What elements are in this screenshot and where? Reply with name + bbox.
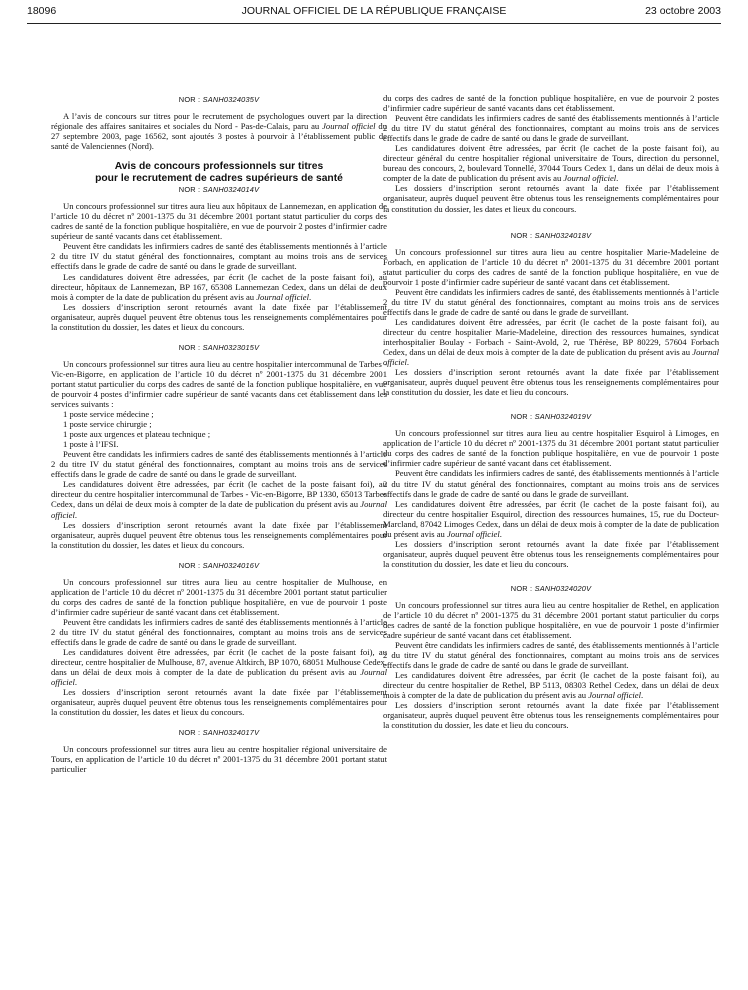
nor-reference: NOR : SANH0324019V <box>510 412 592 422</box>
nor-reference: NOR : SANH0324017V <box>178 728 260 738</box>
paragraph: Peuvent être candidats les infirmiers cadres de santé, des établissements mentionnés à l’article 2 du titre IV du statut général des fonctionnaires, comptant au moins trois ans de services effectifs dans le grade de cadre de santé ou dans le grade de surveillant. <box>383 468 719 499</box>
paragraph: Les dossiers d’inscription seront retournés avant la date fixée par l’établissement organisateur, auprès duquel peuvent être obtenus tous les renseignements complémentaires pour la constitution du dossier, les dates et lieux du concours. <box>51 301 387 332</box>
paragraph: Un concours professionnel sur titres aura lieu aux hôpitaux de Lannemezan, en application de l’article 10 du décret nº 2001-1375 du 31 décembre 2001 portant statut particulier du corps des cadres de santé de la fonction publique hospitalière, en vue de pourvoir 2 postes d’infirmier cadre supérieur de santé vacants dans cet établissement. <box>51 201 387 242</box>
nor-reference: NOR : SANH0323015V <box>178 342 260 352</box>
paragraph: Les candidatures doivent être adressées, par écrit (le cachet de la poste faisant foi), au directeur, centre hospitalier de Mulhouse, 87, avenue Altkirch, BP 1070, 68051 Mulhouse Cedex, dans un délai de deux mois à compter de la date de publication du présent avis au Journal officiel. <box>51 647 387 688</box>
paragraph: Les dossiers d’inscription seront retournés avant la date fixée par l’établissement organisateur, auprès duquel peuvent être obtenus tous les renseignements complémentaires pour la constitution du dossier, les dates et lieux du concours. <box>51 519 387 550</box>
paragraph: Un concours professionnel sur titres aura lieu au centre hospitalier de Mulhouse, en application de l’article 10 du décret nº 2001-1375 du 31 décembre 2001 portant statut particulier du corps des cadres de santé de la fonction publique hospitalière, en vue de pourvoir 1 poste d’infirmier cadre supérieur de santé vacant dans cet établissement. <box>51 576 387 617</box>
paragraph: Un concours professionnel sur titres aura lieu au centre hospitalier Esquirol à Limoges, en application de l’article 10 du décret nº 2001-1375 du 31 décembre 2001 portant statut particulier du corps des cadres de santé de la fonction publique hospitalière, en vue de pourvoir 1 poste d’infirmier cadre supérieur de santé vacant dans cet établissement. <box>383 428 719 469</box>
paragraph: Peuvent être candidats les infirmiers cadres de santé, des établissements mentionnés à l’article 2 du titre IV du statut général des fonctionnaires, comptant au moins trois ans de services effectifs dans le grade de cadre de santé ou dans le grade de surveillant. <box>383 286 719 317</box>
paragraph: Les candidatures doivent être adressées, par écrit (le cachet de la poste faisant foi), au directeur général du centre hospitalier régional universitaire de Tours, direction du personnel, bureau des concours, 2, boulevard Tonnellé, 37044 Tours Cedex 1, dans un délai de deux mois à compter de la date de publication du présent avis au Journal officiel. <box>383 143 719 184</box>
nor-reference: NOR : SANH0324014V <box>178 185 260 195</box>
paragraph: Les candidatures doivent être adressées, par écrit (le cachet de la poste faisant foi), au directeur du centre hospitalier Marie-Madeleine, direction des ressources humaines, syndicat interhospitalier Boulay - Forbach - Saint-Avold, 2, rue Thérèse, BP 80229, 57604 Forbach Cedex, dans un délai de deux mois à compter de la date de publication du présent avis au Journal officiel. <box>383 316 719 368</box>
list-item: 1 poste service médecine ; <box>63 409 154 420</box>
paragraph: Les candidatures doivent être adressées, par écrit (le cachet de la poste faisant foi), au directeur du centre hospitalier de Rethel, BP 5113, 08303 Rethel Cedex, dans un délai de deux mois à compter de la date de publication du présent avis au Journal officiel. <box>383 670 719 701</box>
paragraph: Les dossiers d’inscription seront retournés avant la date fixée par l’établissement organisateur, auprès duquel peuvent être obtenus tous les renseignements complémentaires pour la constitution du dossier, les date et lieu du concours. <box>383 700 719 731</box>
nor-reference: NOR : SANH0324020V <box>510 583 592 593</box>
journal-title: JOURNAL OFFICIEL DE LA RÉPUBLIQUE FRANÇAISE <box>241 5 507 17</box>
paragraph: Peuvent être candidats les infirmiers cadres de santé des établissements mentionnés à l’article 2 du titre IV du statut général des fonctionnaires, comptant au moins trois ans de services effectifs dans le grade de cadre de santé ou dans le grade de surveillant. <box>51 616 387 647</box>
list-item: 1 poste service chirurgie ; <box>63 419 152 430</box>
paragraph: Un concours professionnel sur titres aura lieu au centre hospitalier intercommunal de Tarbes - Vic-en-Bigorre, en application de l’article 10 du décret nº 2001-1375 du 31 décembre 2001 portant statut particulier du corps des cadres de santé de la fonction publique hospitalière, en vue de pourvoir 4 postes d’infirmier cadre supérieur de santé vacants dans cet établissement dans les services suivants : <box>51 358 387 409</box>
paragraph: Les dossiers d’inscription seront retournés avant la date fixée par l’établissement organisateur, auprès duquel peuvent être obtenus tous les renseignements complémentaires pour la constitution du dossier, les date et lieu du concours. <box>383 538 719 569</box>
paragraph: Les dossiers d’inscription seront retournés avant la date fixée par l’établissement organisateur, auprès duquel peuvent être obtenus tous les renseignements complémentaires pour la constitution du dossier, les dates et lieux du concours. <box>383 183 719 214</box>
paragraph: du corps des cadres de santé de la fonction publique hospitalière, en vue de pourvoir 2 postes d’infirmier cadre supérieur de santé vacants dans cet établissement. <box>383 93 719 114</box>
nor-reference: NOR : SANH0324016V <box>178 560 260 570</box>
paragraph: Les candidatures doivent être adressées, par écrit (le cachet de la poste faisant foi), au directeur du centre hospitalier Esquirol, direction des ressources humaines, 15, rue du Docteur-Marcland, 87042 Limoges Cedex, dans un délai de deux mois à compter de la date de publication du présent avis au Journal officiel. <box>383 498 719 539</box>
issue-date: 23 octobre 2003 <box>645 5 721 17</box>
paragraph: A l’avis de concours sur titres pour le recrutement de psychologues ouvert par la direction régionale des affaires sanitaires et sociales du Nord - Pas-de-Calais, paru au Journal officiel du 27 septembre 2003, page 16562, sont ajoutés 3 postes à pourvoir à l’établissement public de santé de Valenciennes (Nord). <box>51 111 387 152</box>
right-column <box>383 93 719 731</box>
paragraph: Un concours professionnel sur titres aura lieu au centre hospitalier Marie-Madeleine de Forbach, en application de l’article 10 du décret nº 2001-1375 du 31 décembre 2001 portant statut particulier du corps des cadres de santé de la fonction publique hospitalière, en vue de pourvoir 1 poste d’infirmier cadre supérieur de santé vacant dans cet établissement. <box>383 246 719 287</box>
paragraph: Les dossiers d’inscription seront retournés avant la date fixée par l’établissement organisateur, auprès duquel peuvent être obtenus tous les renseignements complémentaires pour la constitution du dossier, les date et lieu du concours. <box>383 367 719 398</box>
paragraph: Peuvent être candidats les infirmiers cadres de santé des établissements mentionnés à l’article 2 du titre IV du statut général des fonctionnaires, comptant au moins trois ans de services effectifs dans le grade de cadre de santé ou dans le grade de surveillant. <box>51 449 387 480</box>
paragraph: Les dossiers d’inscription seront retournés avant la date fixée par l’établissement organisateur, auprès duquel peuvent être obtenus tous les renseignements complémentaires pour la constitution du dossier, les dates et lieux du concours. <box>51 687 387 718</box>
paragraph: Les candidatures doivent être adressées, par écrit (le cachet de la poste faisant foi), au directeur, hôpitaux de Lannemezan, BP 167, 65308 Lannemezan Cedex, dans un délai de deux mois à compter de la date de publication du présent avis au Journal officiel. <box>51 271 387 302</box>
paragraph: Peuvent être candidats les infirmiers cadres de santé des établissements mentionnés à l’article 2 du titre IV du statut général des fonctionnaires, comptant au moins trois ans de services effectifs dans le grade de cadre de santé ou dans le grade de surveillant. <box>51 241 387 272</box>
paragraph: Peuvent être candidats les infirmiers cadres de santé des établissements mentionnés à l’article 2 du titre IV du statut général des fonctionnaires, comptant au moins trois ans de services effectifs dans le grade de cadre de santé ou dans le grade de surveillant. <box>383 113 719 144</box>
nor-reference: NOR : SANH0324018V <box>510 230 592 240</box>
left-column <box>51 92 387 774</box>
page-header <box>27 5 721 21</box>
avis-subtitle: pour le recrutement de cadres supérieurs de santé <box>95 173 343 185</box>
list-item: 1 poste aux urgences et plateau technique ; <box>63 429 211 440</box>
paragraph: Un concours professionnel sur titres aura lieu au centre hospitalier régional universitaire de Tours, en application de l’article 10 du décret nº 2001-1375 du 31 décembre 2001 portant statut particulier <box>51 744 387 775</box>
nor-reference: NOR : SANH0324035V <box>178 95 260 104</box>
paragraph: Un concours professionnel sur titres aura lieu au centre hospitalier de Rethel, en application de l’article 10 du décret nº 2001-1375 du 31 décembre 2001 portant statut particulier du corps des cadres de santé de la fonction publique hospitalière, en vue de pourvoir 1 poste d’infirmier cadre supérieur de santé vacant dans cet établissement. <box>383 599 719 641</box>
header-rule <box>27 23 721 24</box>
avis-title: Avis de concours professionnels sur titres <box>114 161 324 173</box>
list-item: 1 poste à l’IFSI. <box>63 439 119 450</box>
paragraph: Peuvent être candidats les infirmiers cadres de santé, des établissements mentionnés à l’article 2 du titre IV du statut général des fonctionnaires, comptant au moins trois ans de services effectifs dans le grade de cadre de santé ou dans le grade de surveillant. <box>383 640 719 671</box>
page-number: 18096 <box>27 5 57 17</box>
paragraph: Les candidatures doivent être adressées, par écrit (le cachet de la poste faisant foi), au directeur du centre hospitalier intercommunal de Tarbes - Vic-en-Bigorre, BP 1330, 65013 Tarbes Cedex, dans un délai de deux mois à compter de la date de publication du présent avis au Journal officiel. <box>51 479 387 520</box>
